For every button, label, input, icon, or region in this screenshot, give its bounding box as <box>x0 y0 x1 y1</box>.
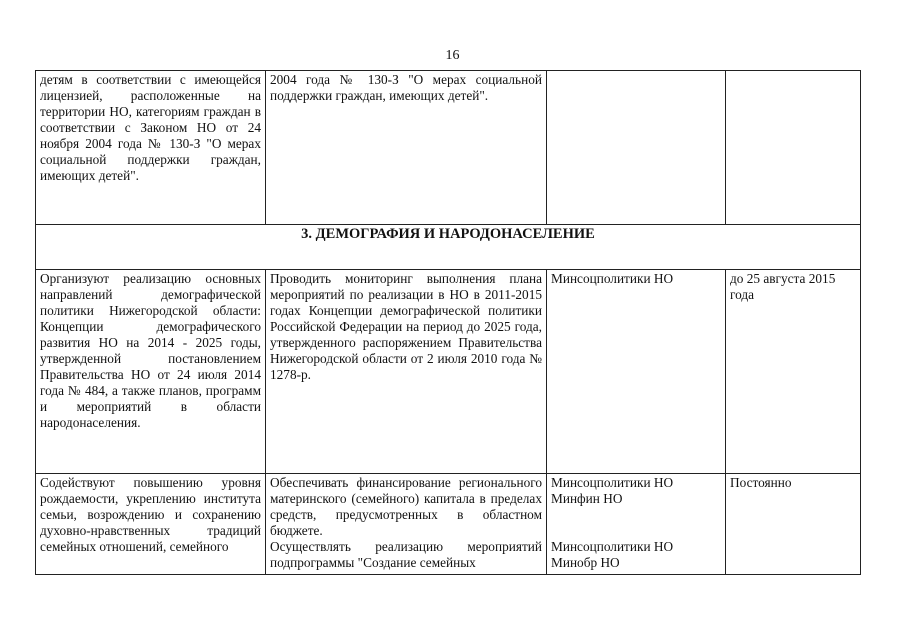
cell-functions: детям в соответствии с имеющейся лицензией, расположенные на территории НО, категориям граждан в соответствии с Законом НО от 24 ноября 2004 года № 130-З "О мерах социальной поддержки граждан, имеющих детей". <box>36 71 266 225</box>
responsible-org: Минфин НО <box>551 491 623 506</box>
measure-text: Обеспечивать финансирование регионального материнского (семейного) капитала в пределах средств, предусмотренных в областном бюджете. <box>270 475 542 538</box>
cell-deadline: Постоянно <box>726 474 861 575</box>
cell-functions: Содействуют повышению уровня рождаемости, укреплению института семьи, возрождению и сохранению духовно-нравственных традиций семейных отношений, семейного <box>36 474 266 575</box>
cell-measures: Проводить мониторинг выполнения плана мероприятий по реализации в НО в 2011-2015 годах Концепции демографической политики Российской Федерации на период до 2025 года, утвержденного распоряжением Правительства Нижегородской области от 2 июля 2010 года № 1278-р. <box>266 270 547 474</box>
table-row <box>36 71 861 225</box>
cell-responsible <box>547 474 726 575</box>
cell-measures <box>266 474 547 575</box>
measure-text: Осуществлять реализацию мероприятий подпрограммы "Создание семейных <box>270 539 542 570</box>
table-row <box>36 270 861 474</box>
cell-deadline <box>726 71 861 225</box>
section-header-row <box>36 225 861 270</box>
cell-responsible: Минсоцполитики НО <box>547 270 726 474</box>
cell-deadline: до 25 августа 2015 года <box>726 270 861 474</box>
responsible-org: Минсоцполитики НО <box>551 475 674 490</box>
page-number: 16 <box>445 48 460 63</box>
cell-functions: Организуют реализацию основных направлений демографической политики Нижегородской области: Концепции демографического развития НО на 2014 - 2025 годы, утвержденной постановлением Правительства НО от 24 июля 2014 года № 484, а также планов, программ и мероприятий в области народонаселения. <box>36 270 266 474</box>
responsible-org: Минсоцполитики НО <box>551 539 674 554</box>
cell-responsible <box>547 71 726 225</box>
responsible-org: Минобр НО <box>551 555 620 570</box>
cell-measures: 2004 года № 130-З "О мерах социальной поддержки граждан, имеющих детей". <box>266 71 547 225</box>
section-title: 3. ДЕМОГРАФИЯ И НАРОДОНАСЕЛЕНИЕ <box>36 225 861 270</box>
table-row <box>36 474 861 575</box>
plan-table <box>35 70 861 575</box>
